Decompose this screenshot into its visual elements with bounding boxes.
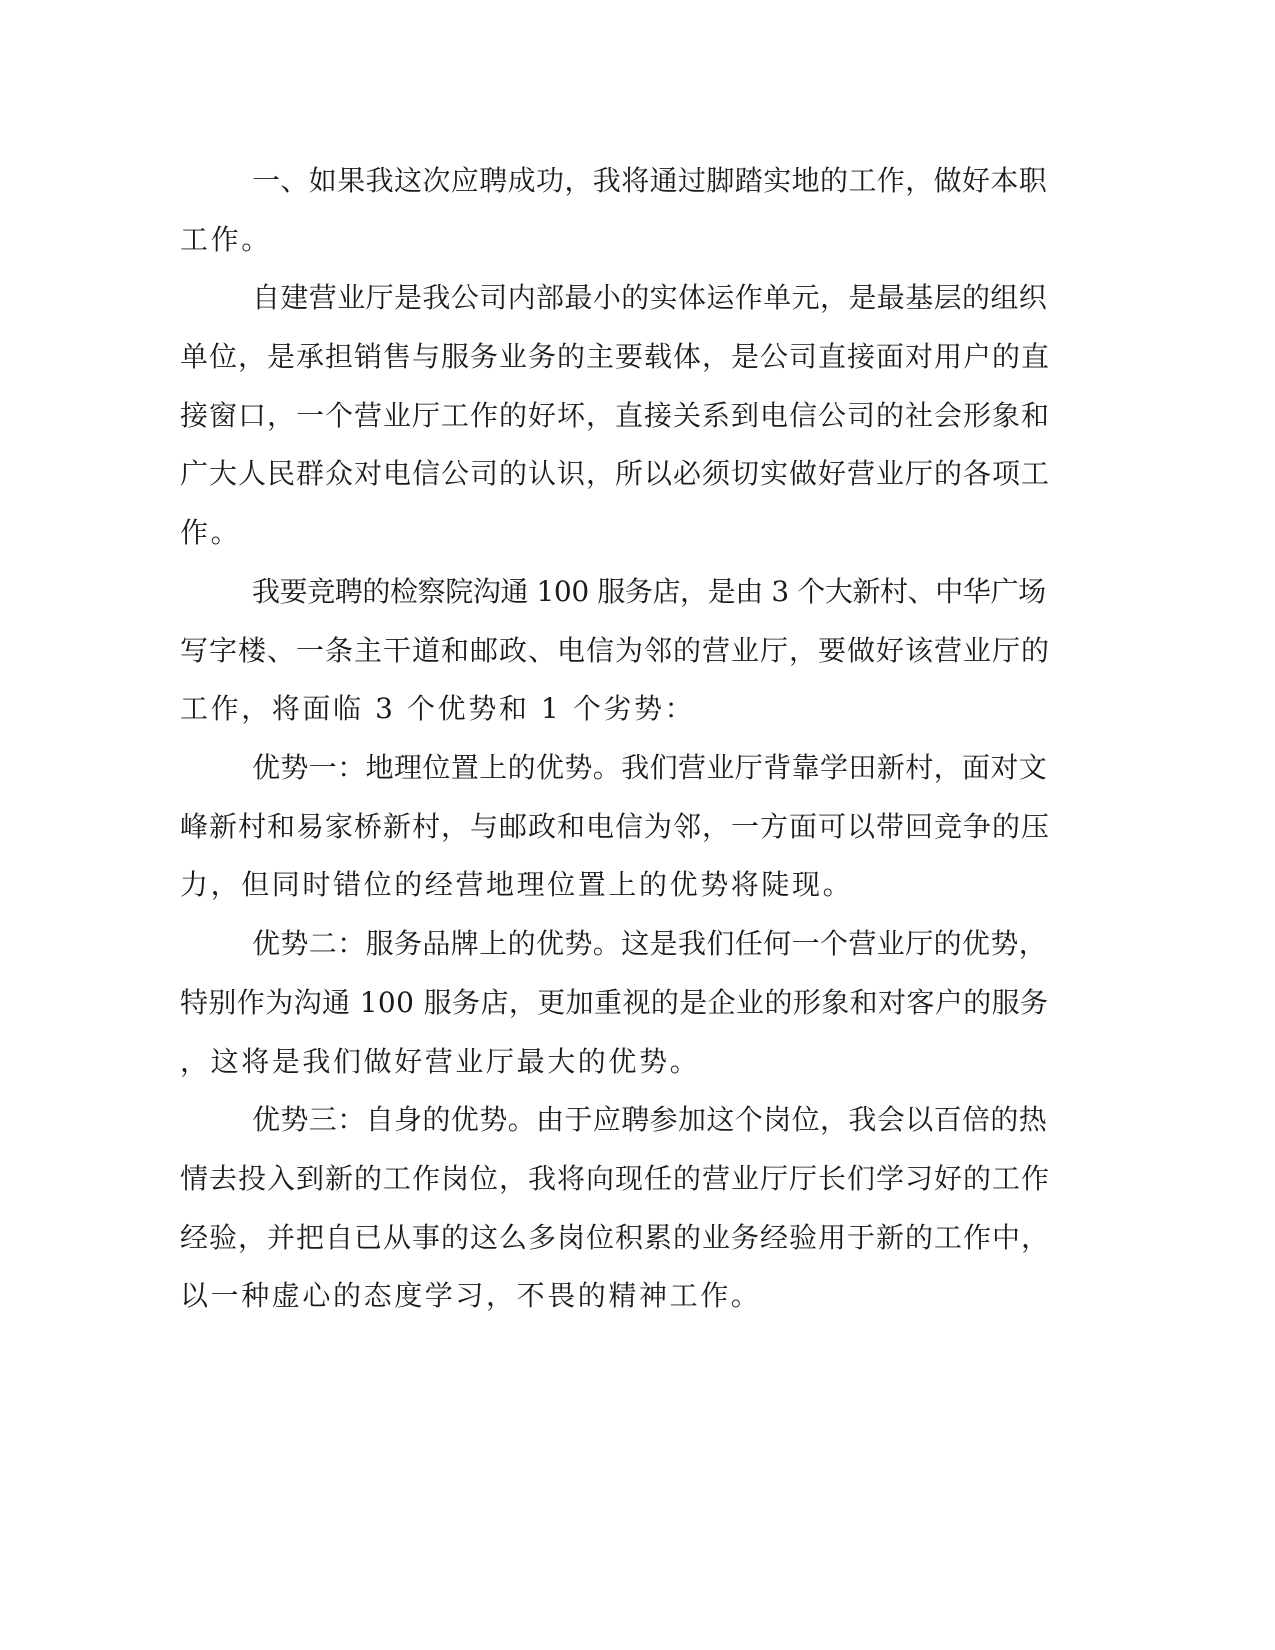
paragraph-6-line-4: 以一种虚心的态度学习，不畏的精神工作。 bbox=[180, 1279, 762, 1312]
paragraph-6-line-3: 经验，并把自已从事的这么多岗位积累的业务经验用于新的工作中， bbox=[180, 1221, 1051, 1254]
paragraph-2-line-5: 作。 bbox=[180, 516, 242, 549]
paragraph-4-line-2: 峰新村和易家桥新村，与邮政和电信为邻，一方面可以带回竞争的压 bbox=[180, 810, 1051, 843]
paragraph-5-line-1: 优势二：服务品牌上的优势。这是我们任何一个营业厅的优势， bbox=[252, 927, 1048, 960]
paragraph-1-line-1: 一、如果我这次应聘成功，我将通过脚踏实地的工作，做好本职 bbox=[252, 164, 1048, 197]
paragraph-2-line-3: 接窗口，一个营业厅工作的好坏，直接关系到电信公司的社会形象和 bbox=[180, 399, 1051, 432]
paragraph-5-line-2: 特别作为沟通 100 服务店，更加重视的是企业的形象和对客户的服务 bbox=[180, 986, 1049, 1019]
paragraph-3-line-1: 我要竞聘的检察院沟通 100 服务店，是由 3 个大新村、中华广场 bbox=[252, 575, 1046, 608]
paragraph-3-line-2: 写字楼、一条主干道和邮政、电信为邻的营业厅，要做好该营业厅的 bbox=[180, 634, 1051, 667]
paragraph-3-line-3: 工作，将面临 3 个优势和 1 个劣势： bbox=[180, 692, 696, 725]
paragraph-1-line-2: 工作。 bbox=[180, 223, 272, 256]
paragraph-4-line-3: 力，但同时错位的经营地理位置上的优势将陡现。 bbox=[180, 868, 854, 901]
paragraph-4-line-1: 优势一：地理位置上的优势。我们营业厅背靠学田新村，面对文 bbox=[252, 751, 1048, 784]
paragraph-2-line-2: 单位，是承担销售与服务业务的主要载体，是公司直接面对用户的直 bbox=[180, 340, 1051, 373]
paragraph-5-line-3: ，这将是我们做好营业厅最大的优势。 bbox=[180, 1045, 701, 1078]
paragraph-2-line-4: 广大人民群众对电信公司的认识，所以必须切实做好营业厅的各项工 bbox=[180, 457, 1051, 490]
paragraph-6-line-1: 优势三：自身的优势。由于应聘参加这个岗位，我会以百倍的热 bbox=[252, 1103, 1048, 1136]
paragraph-2-line-1: 自建营业厅是我公司内部最小的实体运作单元，是最基层的组织 bbox=[252, 281, 1048, 314]
paragraph-6-line-2: 情去投入到新的工作岗位，我将向现任的营业厅厅长们学习好的工作 bbox=[180, 1162, 1051, 1195]
